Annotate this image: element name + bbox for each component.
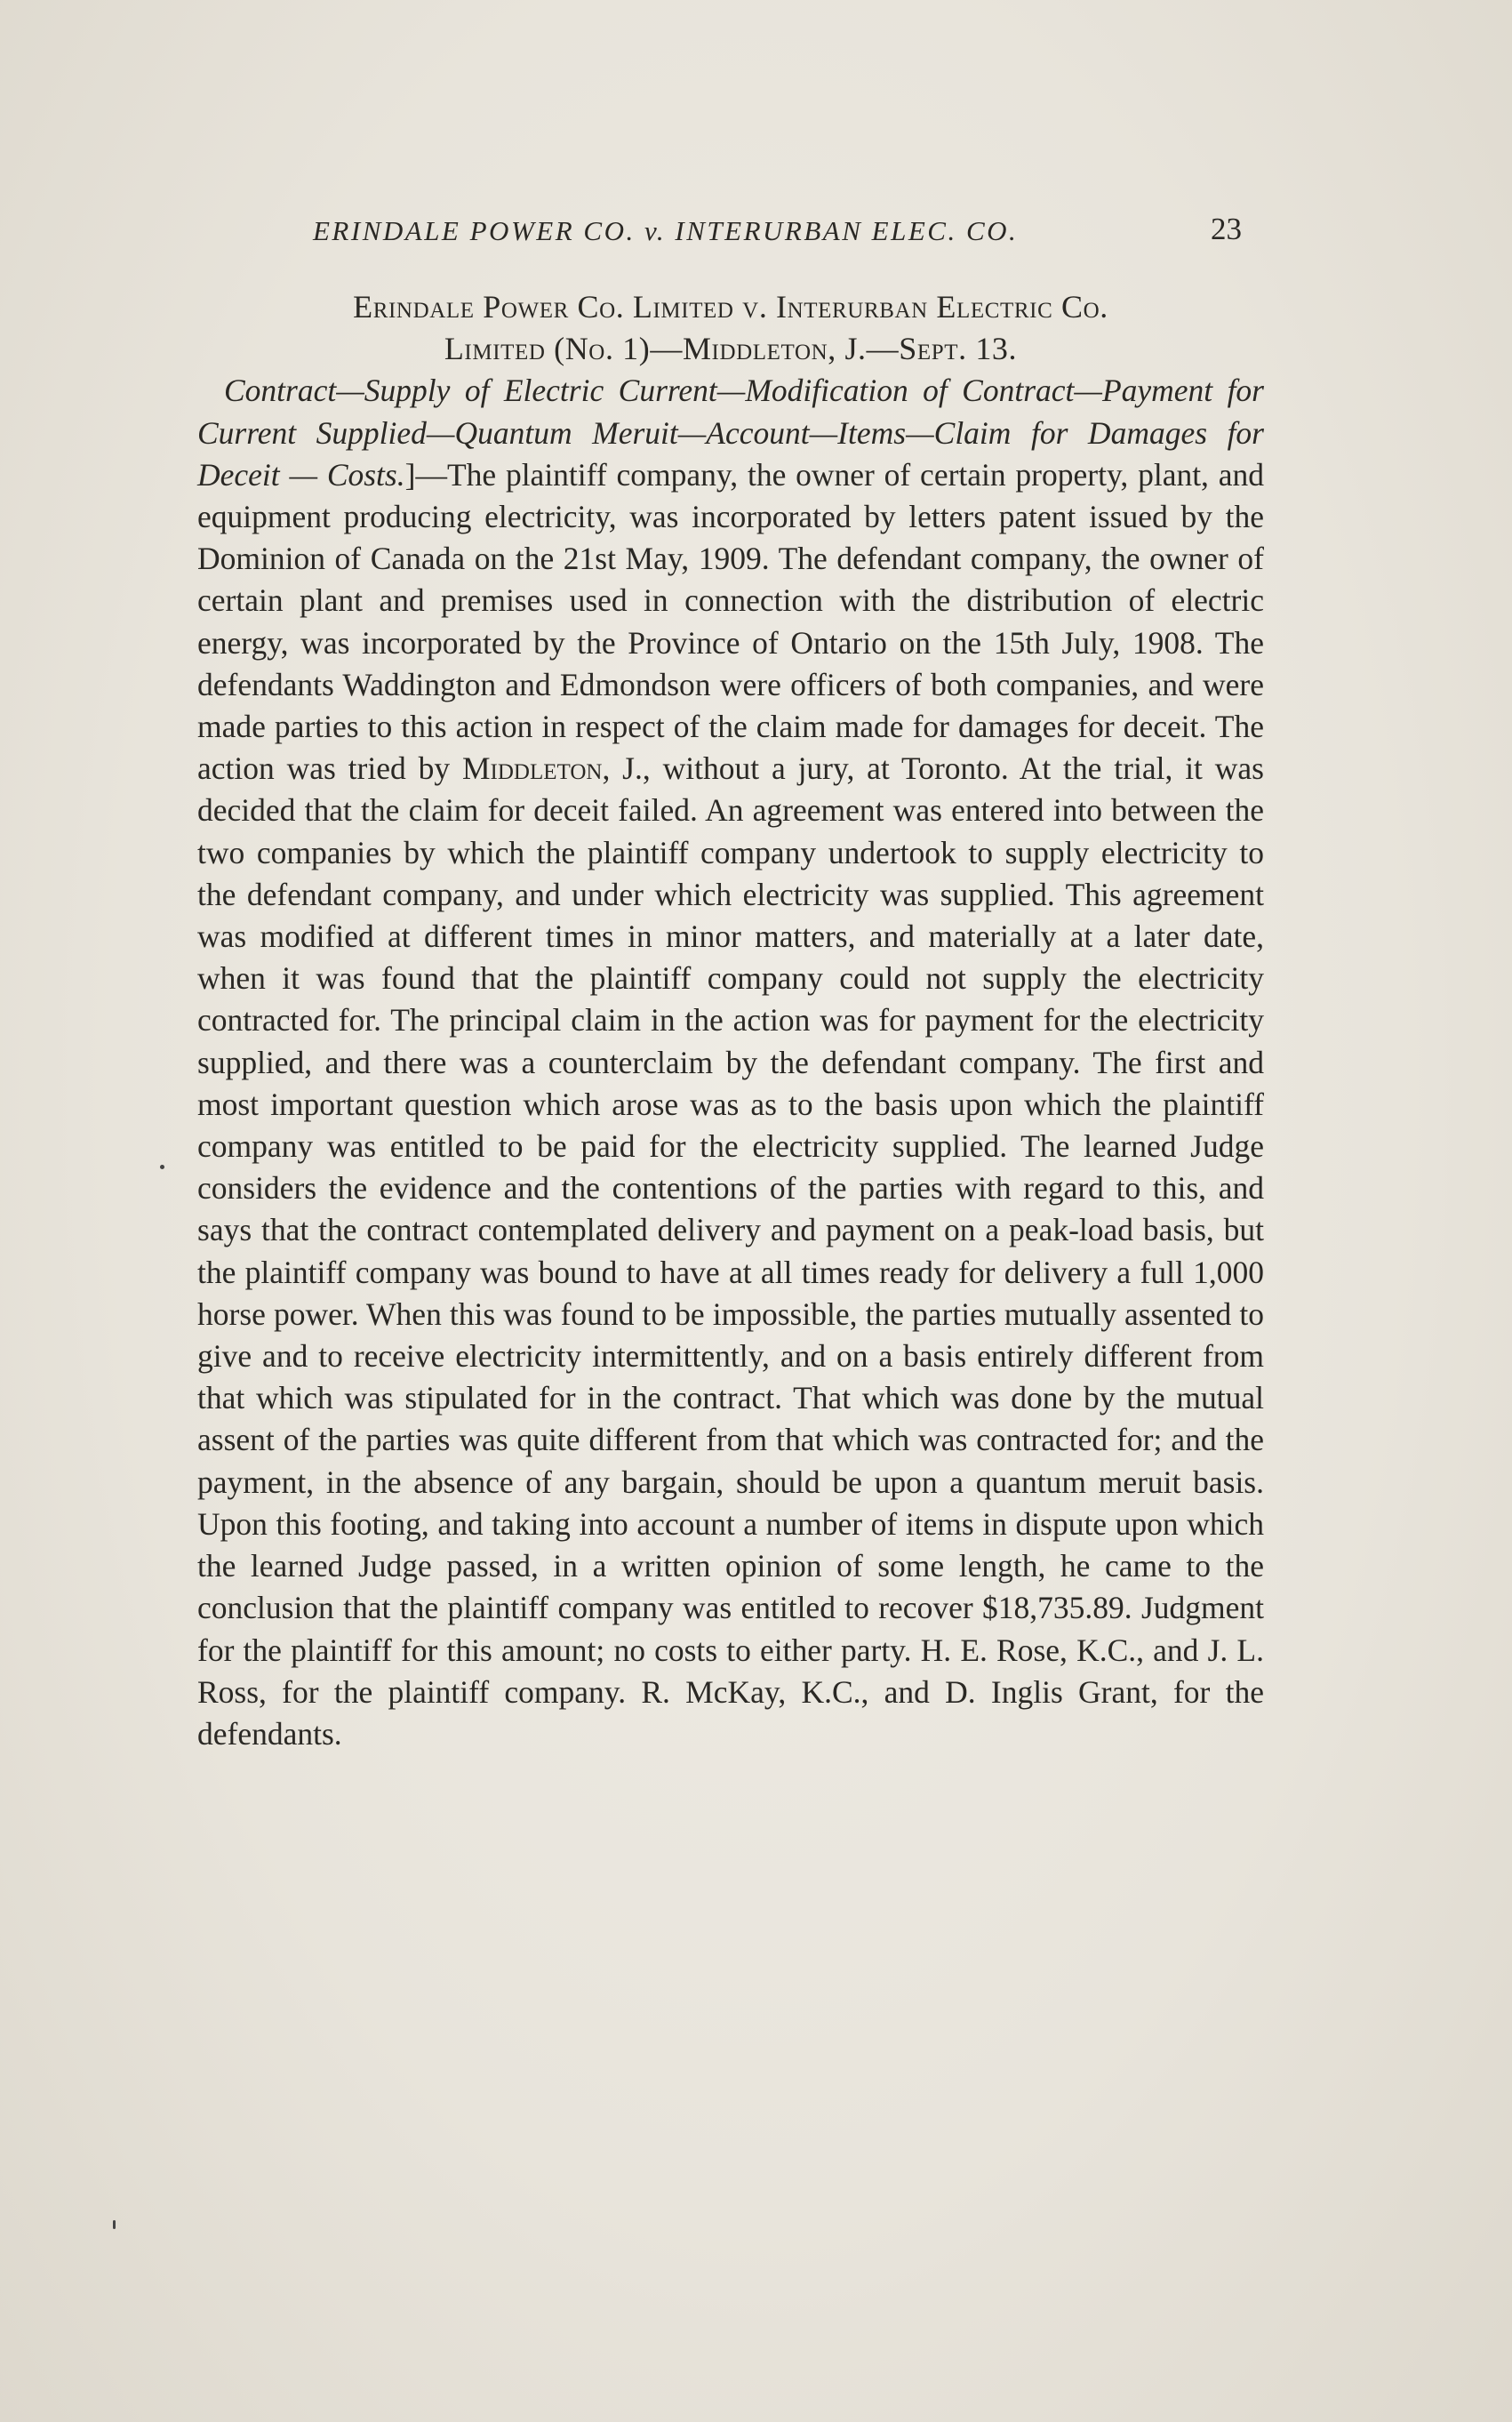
case-summary-text-1: ]—The plaintiff company, the owner of certain property, plant, and equipment producing electricity, was incorporated by letters patent issued by the Dominion of Canada on the 21st May, 1909. The defendant company, the owner of certain plant and premises used in connection with the distribution of electric energy, was incorporated by the Province of Ontario on the 15th July, 1908. The defendants Waddington and Edmondson were officers of both companies, and were made parties to this action in respect of the claim made for damages for deceit. The action was tried by — [197, 456, 1265, 787]
case-catchwords: Contract—Supply of Electric Current—Modification of Contract—Payment for Current Supplied—Quantum Meruit—Account—Items—Claim for Damages for Deceit — Costs. — [197, 373, 1264, 493]
margin-speck — [160, 1165, 164, 1169]
case-report — [197, 286, 1264, 1755]
running-head — [197, 212, 1264, 260]
judge-name: Middleton — [461, 750, 603, 787]
case-summary-text-2: , J., without a jury, at Toronto. At the trial, it was decided that the claim for deceit failed. An agreement was entered into between the two companies by which the plaintiff company undertook to supply electricity to the defendant company, and under which electricity was supplied. This agreement was modified at different times in minor matters, and materially at a later date, when it was found that the plaintiff company could not supply the electricity contracted for. The principal claim in the action was for payment for the electricity supplied, and there was a counterclaim by the defendant company. The first and most important question which arose was as to the basis upon which the plaintiff company was entitled to be paid for the electricity supplied. The learned Judge considers the evidence and the contentions of the parties with regard to this, and says that the contract contemplated delivery and payment on a peak-load basis, but the plaintiff company was bound to have at all times ready for delivery a full 1,000 horse power. When this was found to be impossible, the parties mutually assented to give and to receive electricity intermittently, and on a basis entirely different from that which was stipulated for in the contract. That which was done by the mutual assent of the parties was quite different from that which was contracted for; and the payment, in the absence of any bargain, should be upon a quantum meruit basis. Upon this footing, and taking into account a number of items in dispute upon which the learned Judge passed, in a written opinion of some length, he came to the conclusion that the plaintiff company was entitled to recover $18,735.89. Judgment for the plaintiff for this amount; no costs to either party. H. E. Rose, K.C., and J. L. Ross, for the plaintiff company. R. McKay, K.C., and D. Inglis Grant, for the defendants. — [197, 750, 1264, 1752]
margin-speck — [113, 2220, 116, 2229]
running-head-title: ERINDALE POWER CO. v. INTERURBAN ELEC. CO. — [313, 215, 1019, 246]
case-title — [197, 286, 1264, 370]
page-number: 23 — [1211, 212, 1242, 246]
case-title-line-1: Erindale Power Co. Limited v. Interurban Electric Co. — [353, 289, 1108, 325]
case-title-line-2: Limited (No. 1)—Middleton, J.—Sept. 13. — [444, 331, 1018, 367]
case-summary — [197, 370, 1264, 1755]
